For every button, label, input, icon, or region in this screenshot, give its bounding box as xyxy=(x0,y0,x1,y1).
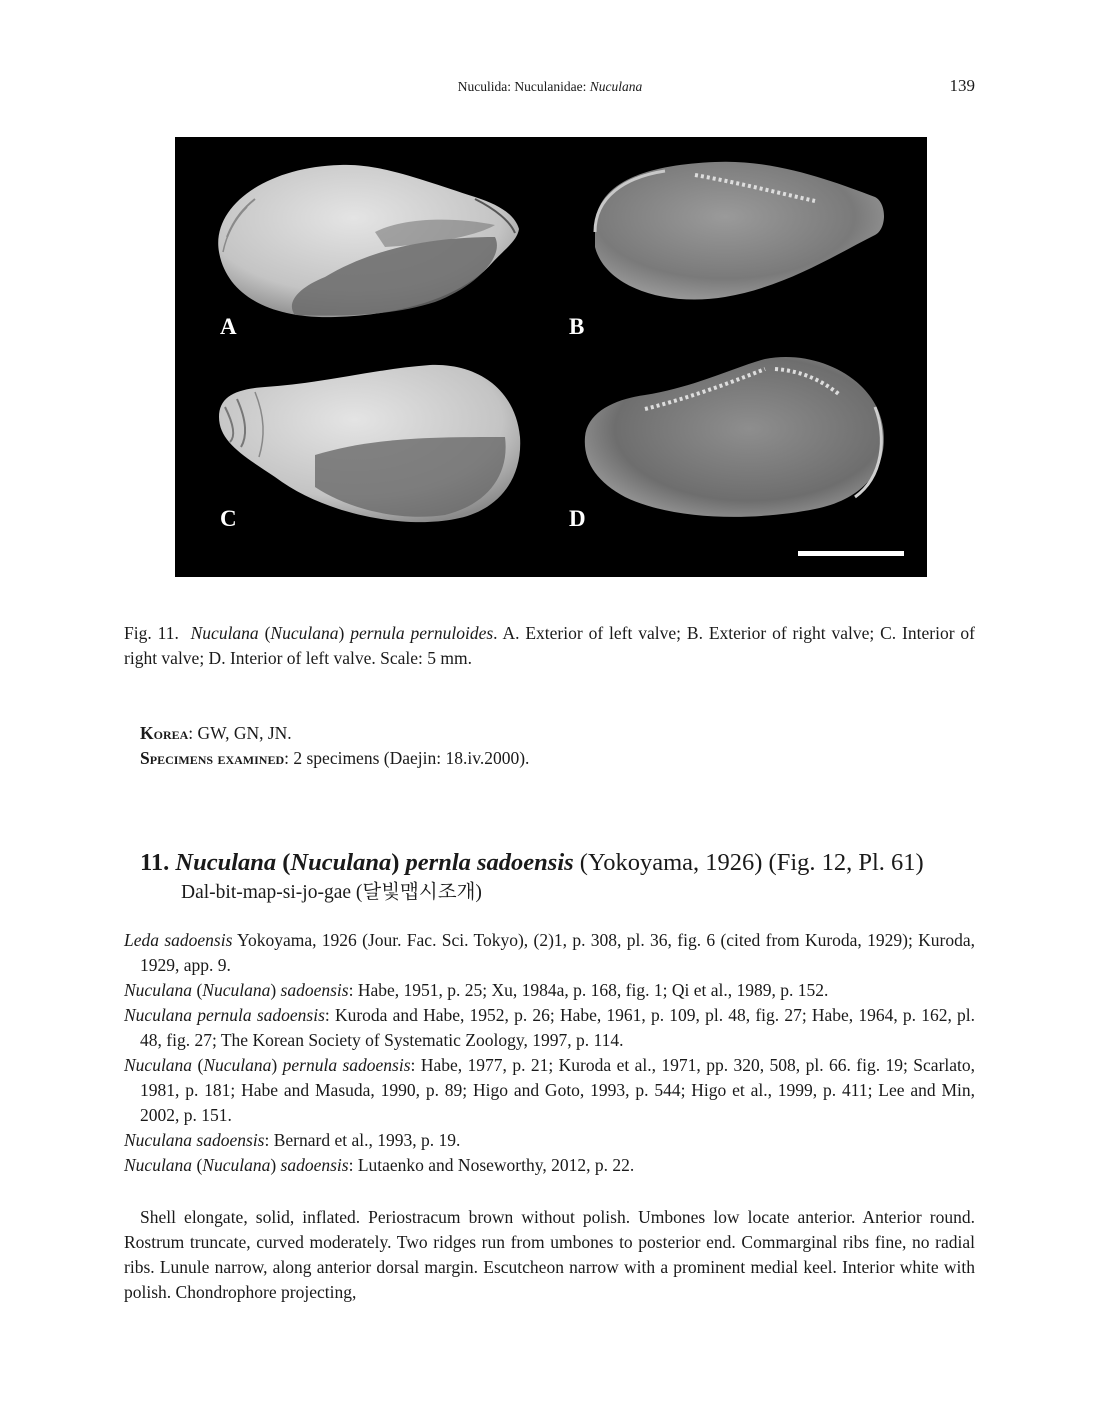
korea-record xyxy=(140,721,529,746)
panel-label-b: B xyxy=(569,314,585,339)
synonym-citation: : Bernard et al., 1993, p. 19. xyxy=(264,1130,461,1150)
caption-species: pernula pernuloides xyxy=(350,623,494,643)
korea-value: : GW, GN, JN. xyxy=(188,723,292,743)
synonym-entry: Nuculana (Nuculana) sadoensis: Lutaenko and Noseworthy, 2012, p. 22. xyxy=(124,1155,635,1175)
synonym-citation: : Kuroda and Habe, 1952, p. 26; Habe, 1961, p. 109, pl. 48, fig. 27; Habe, 1964, p. 162, pl. 48, fig. 27; The Korean Society of Systematic Zoology, 1997, p. 114. xyxy=(140,1005,975,1050)
species-heading: 11. Nuculana (Nuculana) pernla sadoensis (Yokoyama, 1926) (Fig. 12, Pl. 61) xyxy=(140,849,924,876)
synonym-citation: Yokoyama, 1926 (Jour. Fac. Sci. Tokyo), (2)1, p. 308, pl. 36, fig. 6 (cited from Kuroda, 1929); Kuroda, 1929, app. 9. xyxy=(140,930,975,975)
species-number: 11. xyxy=(140,849,170,876)
running-head-plain: Nuculida: Nuculanidae: xyxy=(457,79,590,94)
running-head-genus: Nuculana xyxy=(589,79,643,94)
records xyxy=(140,721,529,771)
synonym-name: Nuculana xyxy=(124,980,193,1000)
synonym-name: Leda sadoensis xyxy=(124,930,233,950)
shell-c xyxy=(219,365,520,522)
synonym-subgenus: Nuculana xyxy=(203,1055,272,1075)
figure-caption: Fig. 11. Nuculana (Nuculana) pernula pernuloides. A. Exterior of left valve; B. Exterior of right valve; C. Interior of right valve; D. Interior of left valve. Scale: 5 mm. xyxy=(124,623,975,668)
synonym-name: Nuculana xyxy=(124,1055,193,1075)
species-subgenus: Nuculana xyxy=(290,849,392,876)
page-number: 139 xyxy=(949,76,975,95)
caption-subgenus: Nuculana xyxy=(270,623,339,643)
shell-a xyxy=(218,165,519,317)
specimens-label: Specimens examined xyxy=(140,748,285,768)
caption-genus: Nuculana xyxy=(190,623,259,643)
panel-label-a: A xyxy=(220,314,237,339)
synonym-subgenus: Nuculana xyxy=(202,1155,271,1175)
specimens-record xyxy=(140,746,529,771)
korea-label: Korea xyxy=(140,723,189,743)
synonym-entry xyxy=(124,1003,975,1053)
vernacular-name: Dal-bit-map-si-jo-gae (달빛맵시조개) xyxy=(181,882,482,903)
synonym-entry: Nuculana (Nuculana) sadoensis: Habe, 1951, p. 25; Xu, 1984a, p. 168, fig. 1; Qi et al., 1989, p. 152. xyxy=(124,980,829,1000)
figure-plate xyxy=(175,137,927,577)
synonymy-list xyxy=(124,928,975,1178)
synonym-citation: : Habe, 1951, p. 25; Xu, 1984a, p. 168, fig. 1; Qi et al., 1989, p. 152. xyxy=(348,980,829,1000)
specimens-value: : 2 specimens (Daejin: 18.iv.2000). xyxy=(284,748,530,768)
synonym-epithet: sadoensis xyxy=(280,980,349,1000)
shell-d xyxy=(585,357,884,517)
shell-b xyxy=(595,162,884,300)
synonym-epithet: sadoensis xyxy=(280,1155,349,1175)
synonym-entry xyxy=(124,928,975,978)
species-authority: (Yokoyama, 1926) (Fig. 12, Pl. 61) xyxy=(579,849,924,876)
caption-text: . A. Exterior of left valve; B. Exterior of right valve; C. Interior of right valve; D. Interior of left valve. Scale: 5 mm. xyxy=(124,623,975,668)
shell-photographs xyxy=(175,137,927,577)
species-epithet: pernla sadoensis xyxy=(405,849,574,876)
synonym-citation: : Lutaenko and Noseworthy, 2012, p. 22. xyxy=(348,1155,635,1175)
synonym-name: Nuculana sadoensis xyxy=(124,1130,265,1150)
synonym-name: Nuculana pernula sadoensis xyxy=(124,1005,325,1025)
synonym-entry: Nuculana (Nuculana) pernula sadoensis: Habe, 1977, p. 21; Kuroda et al., 1971, pp. 320, 508, pl. 66. fig. 19; Scarlato, 1981, p. 181; Habe and Masuda, 1990, p. 89; Higo and Goto, 1993, p. 544; Higo et al., 1999, p. 411; Lee and Min, 2002, p. 151. xyxy=(124,1055,976,1125)
panel-label-d: D xyxy=(569,506,586,531)
synonym-citation: : Habe, 1977, p. 21; Kuroda et al., 1971, pp. 320, 508, pl. 66. fig. 19; Scarlato, 1981, p. 181; Habe and Masuda, 1990, p. 89; Higo and Goto, 1993, p. 544; Higo et al., 1999, p. 411; Lee and Min, 2002, p. 151. xyxy=(140,1055,976,1125)
species-description: Shell elongate, solid, inflated. Periostracum brown without polish. Umbones low locate anterior. Anterior round. Rostrum truncate, curved moderately. Two ridges run from umbones to posterior end. Commarginal ribs fine, no radial ribs. Lunule narrow, along anterior dorsal margin. Escutcheon narrow with a prominent medial keel. Interior white with polish. Chondrophore projecting, xyxy=(124,1207,975,1302)
species-genus: Nuculana xyxy=(175,849,277,876)
synonym-subgenus: Nuculana xyxy=(202,980,271,1000)
caption-label: Fig. 11. xyxy=(124,623,179,643)
synonym-entry xyxy=(124,1128,975,1153)
scale-bar xyxy=(798,551,904,556)
panel-label-c: C xyxy=(220,506,237,531)
synonym-name: Nuculana xyxy=(124,1155,193,1175)
synonym-epithet: pernula sadoensis xyxy=(282,1055,411,1075)
